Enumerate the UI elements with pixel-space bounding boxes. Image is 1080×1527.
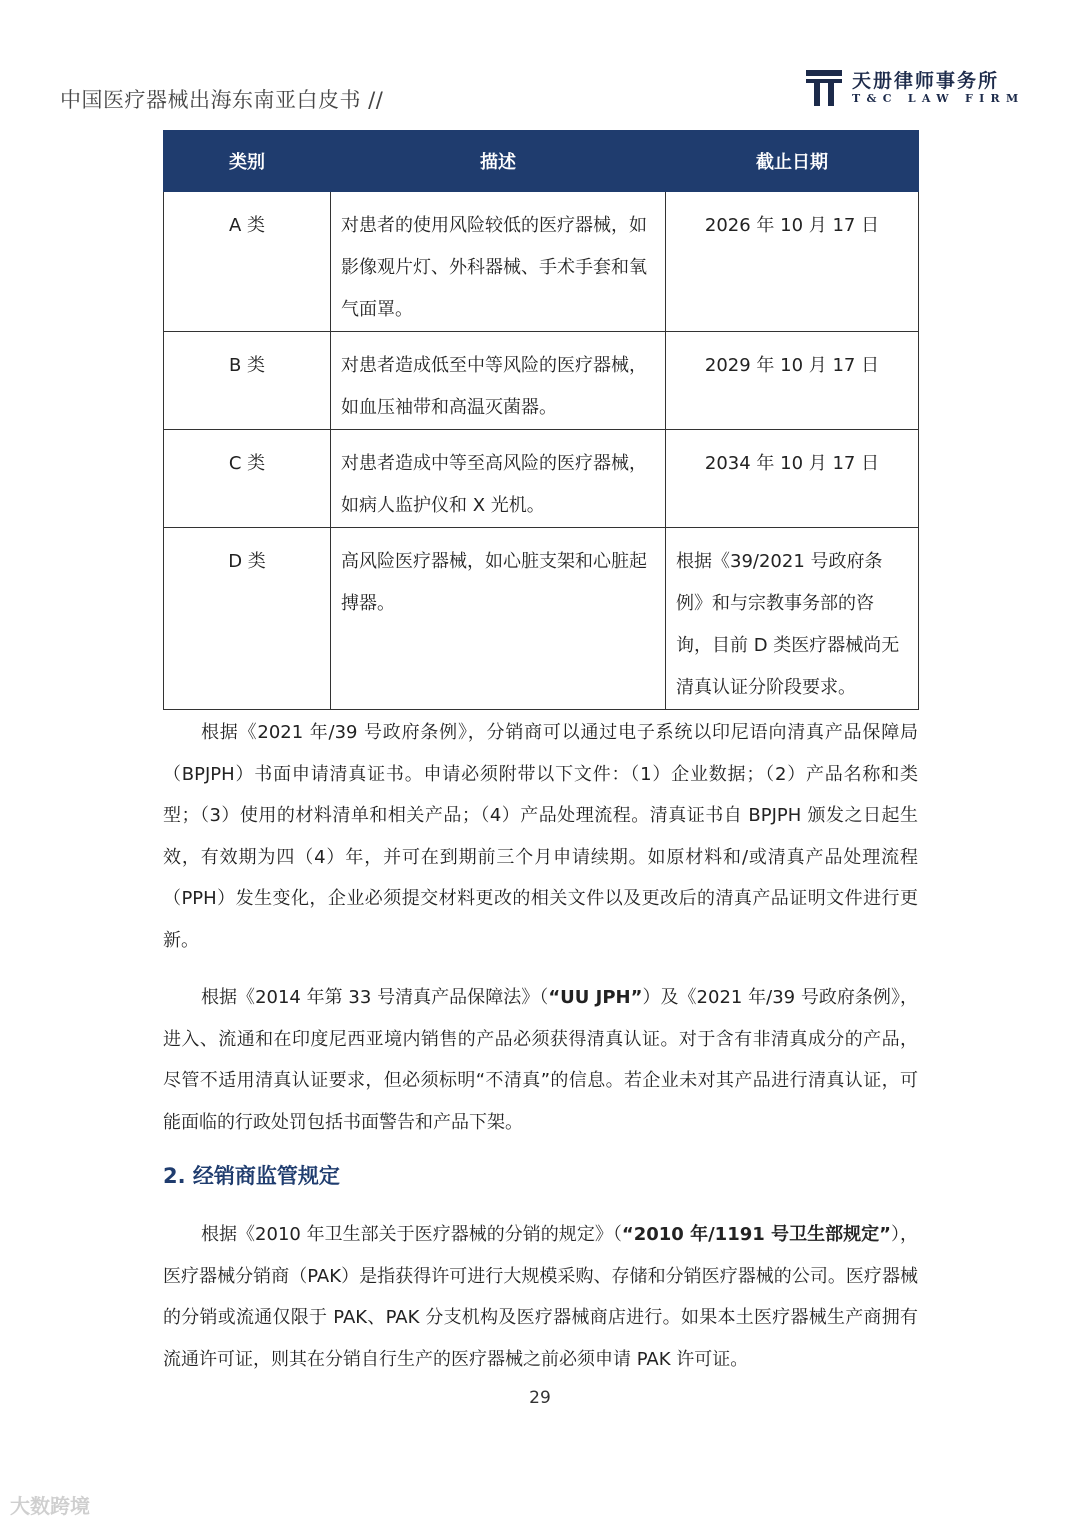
- column-header-deadline: 截止日期: [666, 131, 919, 192]
- category-cell: C 类: [164, 430, 331, 528]
- description-cell: 高风险医疗器械，如心脏支架和心脏起搏器。: [331, 528, 666, 710]
- description-cell: 对患者的使用风险较低的医疗器械，如影像观片灯、外科器械、手术手套和氧气面罩。: [331, 192, 666, 332]
- column-header-category: 类别: [164, 131, 331, 192]
- description-cell: 对患者造成中等至高风险的医疗器械，如病人监护仪和 X 光机。: [331, 430, 666, 528]
- paragraph-text: ）及《2021 年/39 号政府条例》，进入、流通和在印度尼西亚境内销售的产品必须获得清真认证。对于含有非清真成分的产品，尽管不适用清真认证要求，但必须标明“不清真”的信息。若企业未对其产品进行清真认证，可能面临的行政处罚包括书面警告和产品下架。: [163, 987, 918, 1133]
- paragraph-text: 根据《2010 年卫生部关于医疗器械的分销的规定》（: [201, 1224, 622, 1245]
- category-cell: A 类: [164, 192, 331, 332]
- deadline-cell: 2026 年 10 月 17 日: [666, 192, 919, 332]
- section-heading: 2. 经销商监管规定: [163, 1164, 340, 1188]
- deadline-cell: 根据《39/2021 号政府条例》和与宗教事务部的咨询，目前 D 类医疗器械尚无清真认证分阶段要求。: [666, 528, 919, 710]
- logo-chinese-name: 天册律师事务所: [852, 70, 1000, 92]
- tc-logo-icon: [806, 70, 842, 106]
- category-cell: B 类: [164, 332, 331, 430]
- defined-term: “2010 年/1191 号卫生部规定”: [621, 1224, 891, 1245]
- page-number: 29: [529, 1388, 551, 1408]
- document-header-title: 中国医疗器械出海东南亚白皮书 //: [60, 88, 384, 112]
- paragraph-halal-application: 根据《2021 年/39 号政府条例》，分销商可以通过电子系统以印尼语向清真产品保障局（BPJPH）书面申请清真证书。申请必须附带以下文件：（1）企业数据；（2）产品名称和类型；（3）使用的材料清单和相关产品；（4）产品处理流程。清真证书自 BPJPH 颁发之日起生效，有效期为四（4）年，并可在到期前三个月申请续期。如原材料和/或清真产品处理流程（PPH）发生变化，企业必须提交材料更改的相关文件以及更改后的清真产品证明文件进行更新。: [163, 722, 918, 951]
- category-cell: D 类: [164, 528, 331, 710]
- table-header-row: [164, 131, 919, 192]
- table-row: [164, 332, 919, 430]
- watermark: 大数跨境: [10, 1494, 90, 1518]
- paragraph-halal-law: [163, 977, 918, 1143]
- logo-english-name: T&C LAW FIRM: [852, 92, 1025, 105]
- law-firm-logo: [806, 68, 1025, 108]
- column-header-description: 描述: [331, 131, 666, 192]
- paragraph-distributor-regulation: [163, 1214, 918, 1380]
- device-class-table: [163, 130, 919, 710]
- description-cell: 对患者造成低至中等风险的医疗器械，如血压袖带和高温灭菌器。: [331, 332, 666, 430]
- table-row: [164, 430, 919, 528]
- deadline-cell: 2034 年 10 月 17 日: [666, 430, 919, 528]
- deadline-cell: 2029 年 10 月 17 日: [666, 332, 919, 430]
- paragraph-text: 根据《2014 年第 33 号清真产品保障法》（: [201, 987, 549, 1008]
- table-row: [164, 528, 919, 710]
- table-row: [164, 192, 919, 332]
- defined-term: “UU JPH”: [548, 987, 643, 1008]
- paragraph-text: ），医疗器械分销商（PAK）是指获得许可进行大规模采购、存储和分销医疗器械的公司。医疗器械的分销或流通仅限于 PAK、PAK 分支机构及医疗器械商店进行。如果本土医疗器械生产商拥有流通许可证，则其在分销自行生产的医疗器械之前必须申请 PAK 许可证。: [163, 1224, 919, 1370]
